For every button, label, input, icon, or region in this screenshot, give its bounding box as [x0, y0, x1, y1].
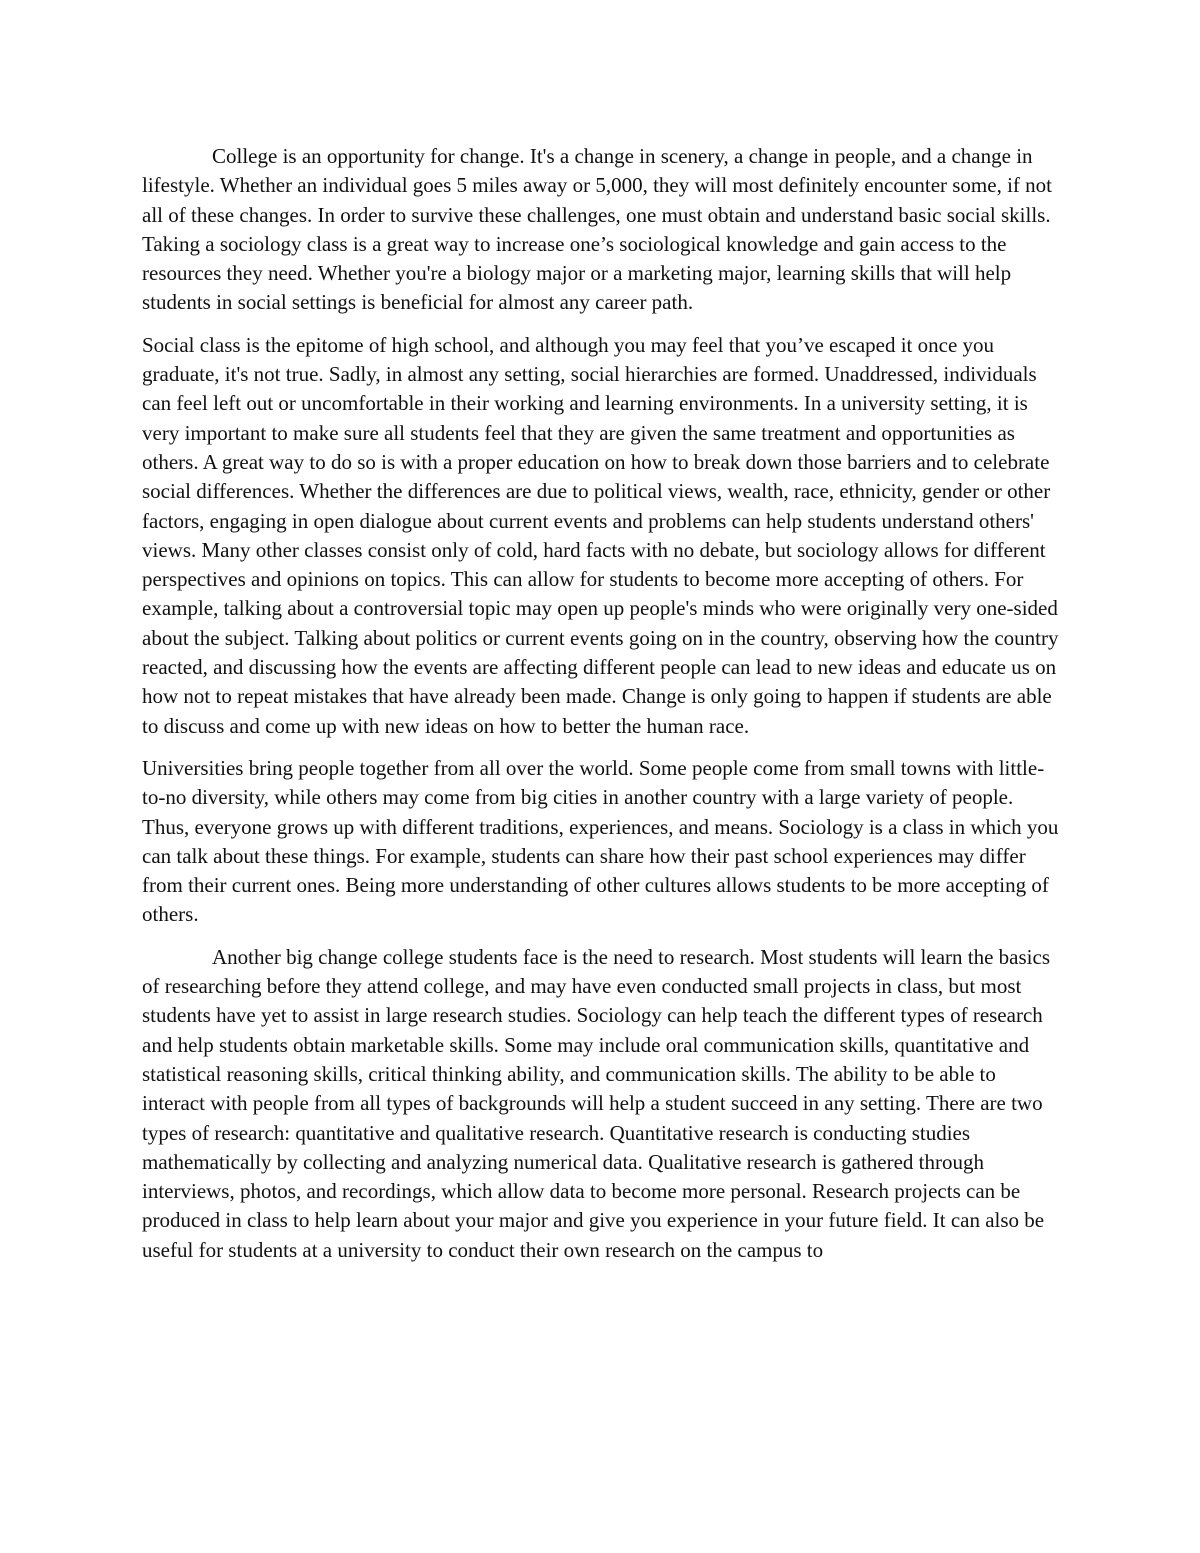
paragraph-college-change: College is an opportunity for change. It's a change in scenery, a change in people, and a change in lifestyle. Whether an individual goes 5 miles away or 5,000, they will most definitely encounter some, if not all of these changes. In order to survive these challenges, one must obtain and understand basic social skills. Taking a sociology class is a great way to increase one’s sociological knowledge and gain access to the resources they need. Whether you're a biology major or a marketing major, learning skills that will help students in social settings is beneficial for almost any career path. — [142, 144, 1052, 315]
paragraph-research: Another big change college students face is the need to research. Most students will learn the basics of researching before they attend college, and may have even conducted small projects in class, but most students have yet to assist in large research studies. Sociology can help teach the different types of research and help students obtain marketable skills. Some may include oral communication skills, quantitative and statistical reasoning skills, critical thinking ability, and communication skills. The ability to be able to interact with people from all types of backgrounds will help a student succeed in any setting. There are two types of research: quantitative and qualitative research. Quantitative research is conducting studies mathematically by collecting and analyzing numerical data. Qualitative research is gathered through interviews, photos, and recordings, which allow data to become more personal. Research projects can be produced in class to help learn about your major and give you experience in your future field. It can also be useful for students at a university to conduct their own research on the campus to — [142, 944, 1050, 1262]
paragraph-universities: Universities bring people together from all over the world. Some people come from small towns with little-to-no diversity, while others may come from big cities in another country with a large variety of people. Thus, everyone grows up with different traditions, experiences, and means. Sociology is a class in which you can talk about these things. For example, students can share how their past school experiences may differ from their current ones. Being more understanding of other cultures allows students to be more accepting of others. — [142, 755, 1059, 927]
document-body — [142, 142, 1060, 1278]
paragraph-social-class: Social class is the epitome of high school, and although you may feel that you’ve escaped it once you graduate, it's not true. Sadly, in almost any setting, social hierarchies are formed. Unaddressed, individuals can feel left out or uncomfortable in their working and learning environments. In a university setting, it is very important to make sure all students feel that they are given the same treatment and opportunities as others. A great way to do so is with a proper education on how to break down those barriers and to celebrate social differences. Whether the differences are due to political views, wealth, race, ethnicity, gender or other factors, engaging in open dialogue about current events and problems can help students understand others' views. Many other classes consist only of cold, hard facts with no debate, but sociology allows for different perspectives and opinions on topics. This can allow for students to become more accepting of others. For example, talking about a controversial topic may open up people's minds who were originally very one-sided about the subject. Talking about politics or current events going on in the country, observing how the country reacted, and discussing how the events are affecting different people can lead to new ideas and educate us on how not to repeat mistakes that have already been made. Change is only going to happen if students are able to discuss and come up with new ideas on how to better the human race. — [142, 332, 1059, 738]
